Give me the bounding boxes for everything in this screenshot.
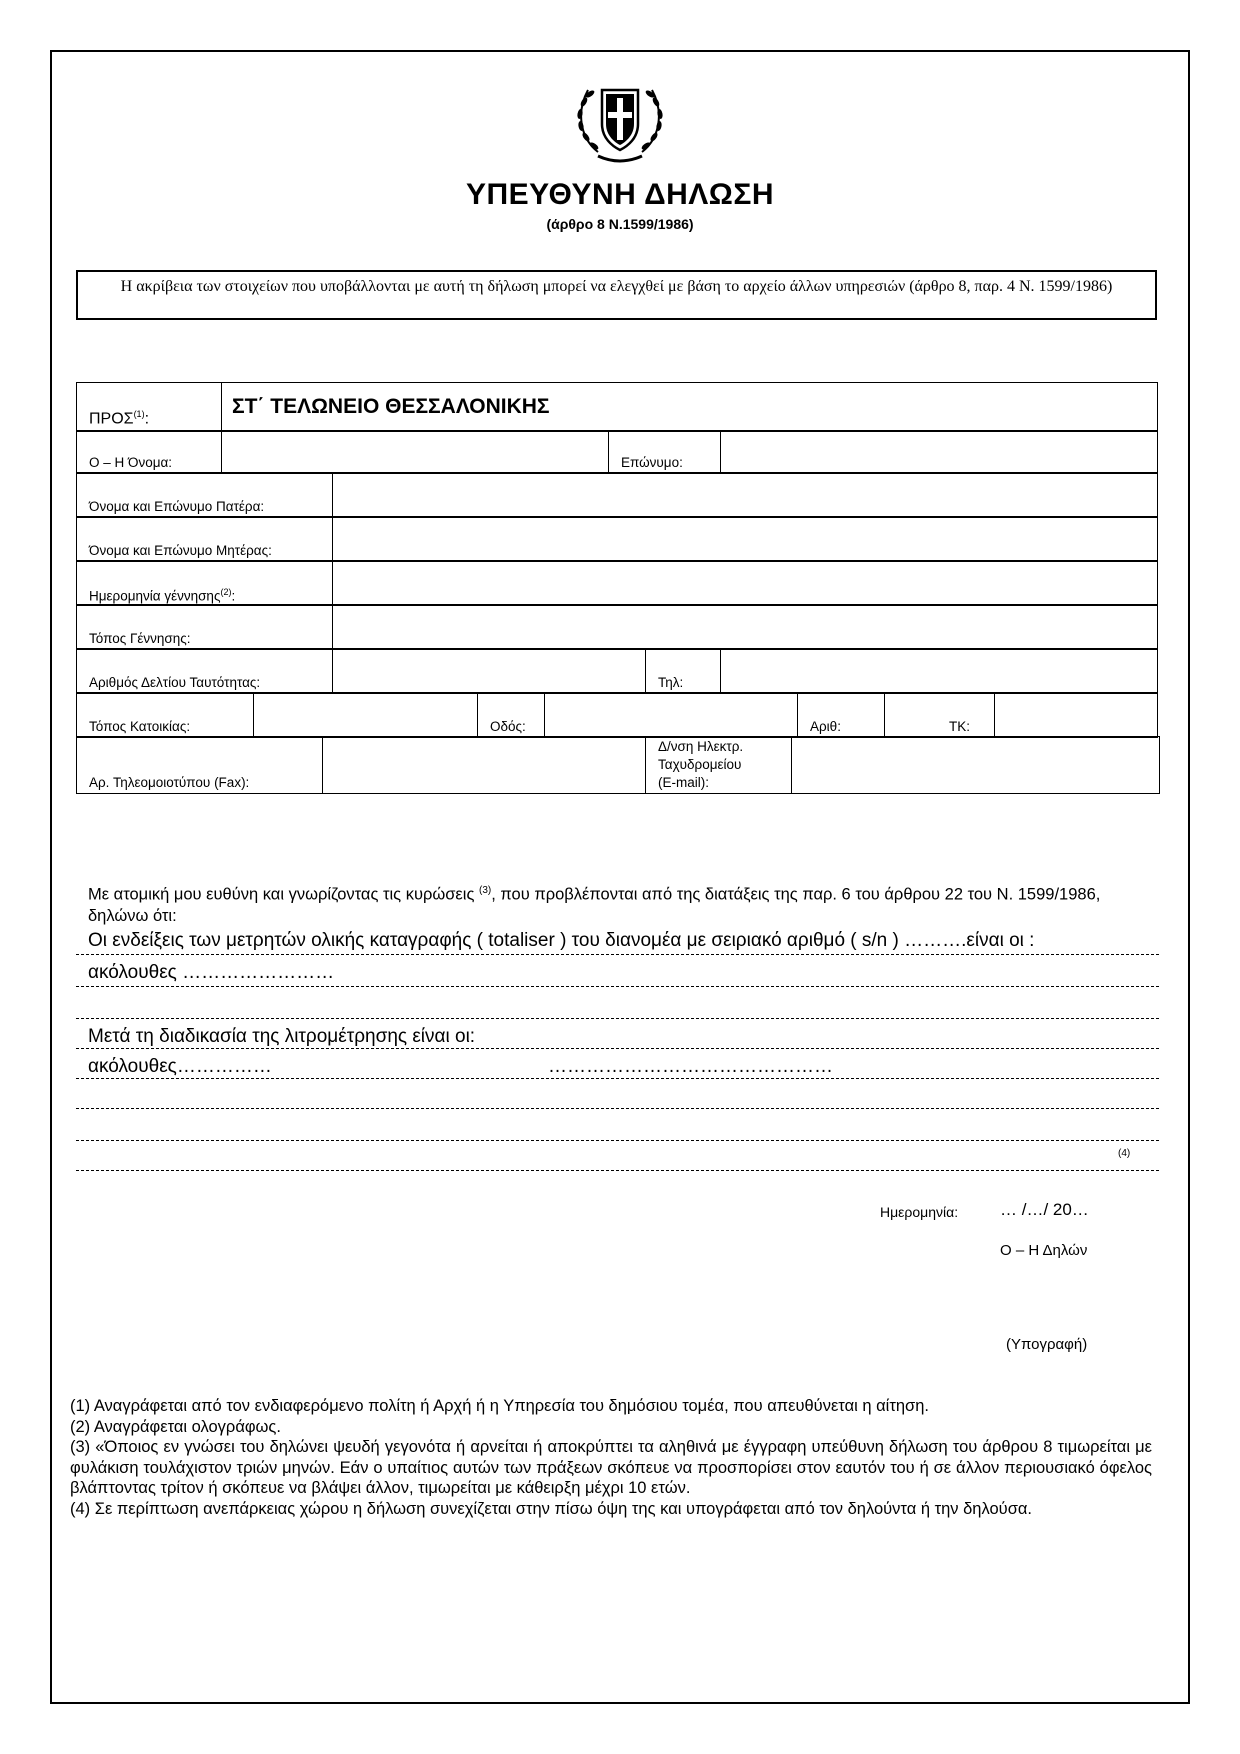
postal-field[interactable] bbox=[994, 693, 1157, 737]
to-field[interactable] bbox=[221, 383, 1157, 431]
residence-label: Τόπος Κατοικίας: bbox=[89, 719, 191, 734]
footnote-4: (4) Σε περίπτωση ανεπάρκειας χώρου η δήλωση συνεχίζεται στην πίσω όψη της και υπογράφεται από τον δηλούντα ή την δηλούσα. bbox=[70, 1499, 1032, 1518]
birth-date-field[interactable] bbox=[332, 561, 1157, 605]
date-value[interactable]: … /…/ 20… bbox=[1000, 1200, 1089, 1219]
email-label-line-2: Ταχυδρομείου bbox=[658, 757, 742, 772]
declaration-intro: Με ατομική μου ευθύνη και γνωρίζοντας τις κυρώσεις $^{(3)}$, που προβλέπονται από της διατάξεις της παρ. 6 του άρθρου 22 του Ν. 1599/1986, δηλώνω ότι: bbox=[88, 885, 1101, 925]
number-label: Αριθ: bbox=[810, 719, 841, 734]
dashed-line-4 bbox=[76, 1048, 1159, 1049]
street-label-cell bbox=[477, 693, 544, 737]
declarant-label: Ο – Η Δηλών bbox=[1000, 1242, 1088, 1259]
last-name-label: Επώνυμο: bbox=[621, 455, 683, 470]
email-label-cell bbox=[645, 737, 791, 793]
declaration-line-5-right[interactable]: ……………………………………… bbox=[548, 1056, 833, 1077]
birth-place-label: Τόπος Γέννησης: bbox=[89, 631, 191, 646]
email-label-line-3: (E-mail): bbox=[658, 775, 709, 790]
footnote-4-mark: (4) bbox=[1118, 1148, 1131, 1159]
declaration-line-1[interactable]: Οι ενδείξεις των μετρητών ολικής καταγραφής ( totaliser ) του διανομέα με σειριακό αριθμό ( s/n ) ……….είναι οι : bbox=[88, 930, 1035, 951]
first-name-label: Ο – Η Όνομα: bbox=[89, 455, 173, 470]
mother-label: Όνομα και Επώνυμο Μητέρας: bbox=[89, 543, 272, 558]
declaration-line-5-left[interactable]: ακόλουθες…………… bbox=[88, 1056, 272, 1077]
date-label: Ημερομηνία: bbox=[880, 1204, 959, 1220]
document-title: ΥΠΕΥΘΥΝΗ ΔΗΛΩΣΗ bbox=[465, 178, 775, 211]
footnote-1: (1) Αναγράφεται από τον ενδιαφερόμενο πολίτη ή Αρχή ή η Υπηρεσία του δημόσιου τομέα, που απευθύνεται η αίτηση. bbox=[70, 1397, 929, 1415]
dashed-line-7[interactable] bbox=[76, 1140, 1159, 1141]
row-name bbox=[76, 430, 1158, 474]
row-father bbox=[76, 472, 1158, 518]
to-label: ΠΡΟΣ$^{(1)}$: bbox=[89, 409, 150, 428]
postal-label-cell bbox=[939, 693, 994, 737]
email-label-line-1: Δ/νση Ηλεκτρ. bbox=[658, 739, 744, 754]
number-field[interactable] bbox=[884, 693, 939, 737]
father-field[interactable] bbox=[332, 473, 1157, 517]
residence-field[interactable] bbox=[253, 693, 477, 737]
row-birth-date bbox=[76, 560, 1158, 606]
phone-label: Τηλ: bbox=[658, 675, 684, 690]
document-subtitle: (άρθρο 8 Ν.1599/1986) bbox=[546, 216, 694, 232]
number-label-cell bbox=[797, 693, 884, 737]
fax-field[interactable] bbox=[322, 737, 645, 793]
dashed-line-2 bbox=[76, 986, 1159, 987]
declaration-line-2[interactable]: ακόλουθες …………………… bbox=[88, 962, 335, 983]
mother-field[interactable] bbox=[332, 517, 1157, 561]
dashed-line-6[interactable] bbox=[76, 1108, 1159, 1109]
row-address bbox=[76, 692, 1158, 738]
street-label: Οδός: bbox=[490, 719, 526, 734]
dashed-line-5 bbox=[76, 1078, 1159, 1079]
id-field[interactable] bbox=[332, 649, 645, 693]
row-to bbox=[76, 382, 1158, 432]
birth-place-field[interactable] bbox=[332, 605, 1157, 649]
signature-label: (Υπογραφή) bbox=[1006, 1336, 1088, 1353]
dashed-line-1 bbox=[76, 954, 1159, 955]
id-label: Αριθμός Δελτίου Ταυτότητας: bbox=[89, 675, 261, 690]
birth-date-label: Ημερομηνία γέννησης$^{(2)}$: bbox=[89, 587, 236, 604]
to-value: ΣΤ΄ ΤΕΛΩΝΕΙΟ ΘΕΣΣΑΛΟΝΙΚΗΣ bbox=[232, 395, 550, 418]
last-name-field[interactable] bbox=[720, 431, 1157, 473]
footnote-3: (3) «Όποιος εν γνώσει του δηλώνει ψευδή γεγονότα ή αρνείται ή αποκρύπτει τα αληθινά με έγγραφη υπεύθυνη δήλωση του άρθρου 8 τιμωρείται με φυλάκιση τουλάχιστον τριών μηνών. Εάν ο υπαίτιος αυτών των πράξεων σκόπευε να προσπορίσει στον εαυτόν του ή σε άλλον περιουσιακό όφελος βλάπτοντας τρίτον ή σκόπευε να βλάψει άλλον, τιμωρείται με κάθειρξη μέχρι 10 ετών. bbox=[70, 1438, 1152, 1497]
last-name-label-cell bbox=[608, 431, 720, 473]
declaration-line-4[interactable]: Μετά τη διαδικασία της λιτρομέτρησης είναι οι: bbox=[88, 1026, 476, 1047]
verification-notice: Η ακρίβεια των στοιχείων που υποβάλλονται με αυτή τη δήλωση μπορεί να ελεγχθεί με βάση το αρχείο άλλων υπηρεσιών (άρθρο 8, παρ. 4 Ν. 1599/1986) bbox=[76, 270, 1157, 320]
row-birth-place bbox=[76, 604, 1158, 650]
dashed-line-8[interactable] bbox=[76, 1170, 1159, 1171]
footnote-2: (2) Αναγράφεται ολογράφως. bbox=[70, 1417, 281, 1436]
street-field[interactable] bbox=[544, 693, 797, 737]
footnotes bbox=[70, 1396, 1152, 1519]
dashed-line-3[interactable] bbox=[76, 1018, 1159, 1019]
first-name-field[interactable] bbox=[221, 431, 608, 473]
row-id-phone bbox=[76, 648, 1158, 694]
phone-label-cell bbox=[645, 649, 720, 693]
phone-field[interactable] bbox=[720, 649, 1157, 693]
coat-of-arms-emblem bbox=[568, 72, 672, 168]
father-label: Όνομα και Επώνυμο Πατέρα: bbox=[89, 499, 265, 514]
fax-label: Αρ. Τηλεομοιοτύπου (Fax): bbox=[89, 775, 250, 790]
postal-label: ΤΚ: bbox=[949, 719, 971, 734]
row-fax-email bbox=[76, 736, 1160, 794]
row-mother bbox=[76, 516, 1158, 562]
email-field[interactable] bbox=[791, 737, 1159, 793]
